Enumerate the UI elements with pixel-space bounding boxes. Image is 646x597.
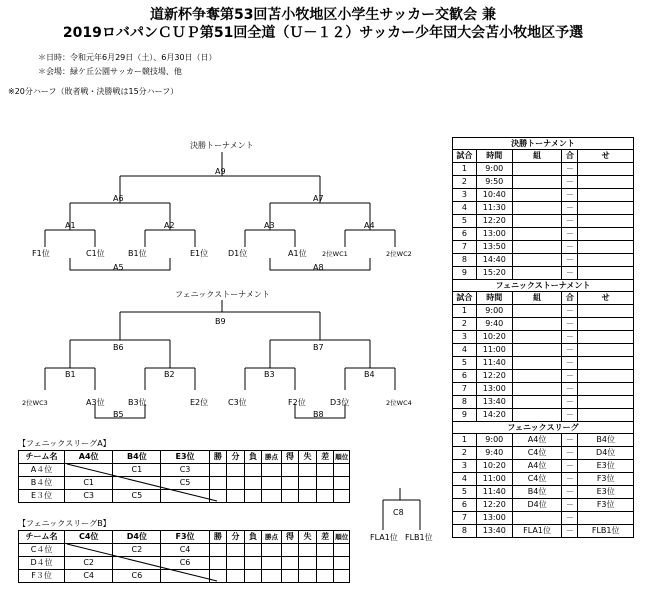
phoenix-bracket-title: フェニックストーナメント [175, 290, 270, 299]
schedule-cell: 2 [453, 176, 477, 189]
schedule-cell: － [562, 163, 578, 176]
schedule-cell: － [562, 176, 578, 189]
team-name: B４位 [19, 477, 65, 490]
schedule-cell: － [562, 447, 578, 460]
match-cell: C5 [113, 490, 161, 503]
schedule-cell: － [562, 331, 578, 344]
schedule-cell: 7 [453, 241, 477, 254]
schedule-cell [578, 318, 634, 331]
team-slot: C1位 [86, 249, 105, 258]
column-header: 合 [562, 292, 578, 305]
schedule-cell: － [562, 512, 578, 525]
schedule-cell [512, 370, 562, 383]
team-slot: 2位WC4 [386, 399, 412, 407]
schedule-cell [578, 396, 634, 409]
schedule-cell: － [562, 409, 578, 422]
schedule-cell: － [562, 370, 578, 383]
schedule-cell [578, 305, 634, 318]
schedule-cell: － [562, 215, 578, 228]
schedule-cell: 13:50 [476, 241, 512, 254]
match-B5: B5 [113, 410, 124, 419]
schedule-cell: 9:40 [476, 318, 512, 331]
team-slot: D3位 [330, 398, 350, 407]
column-header: 得 [281, 531, 299, 544]
match-B6: B6 [113, 343, 124, 352]
table-row [453, 202, 634, 215]
schedule-cell: 9:50 [476, 176, 512, 189]
team-slot: A3位 [86, 398, 105, 407]
column-header: チーム名 [19, 451, 65, 464]
schedule-cell: 5 [453, 357, 477, 370]
schedule-cell [578, 344, 634, 357]
team-name: E３位 [19, 490, 65, 503]
schedule-cell: 10:20 [476, 460, 512, 473]
match-A9: A9 [215, 167, 226, 176]
schedule-cell: 9:00 [476, 305, 512, 318]
match-cell: C4 [161, 544, 209, 557]
table-row [453, 357, 634, 370]
team-slot: 2位WC3 [22, 399, 48, 407]
title-line-1: 道新杯争奪第53回苫小牧地区小学生サッカー交歓会 兼 [149, 7, 497, 23]
column-header: 負 [244, 531, 262, 544]
table-row [453, 396, 634, 409]
schedule-cell [578, 202, 634, 215]
schedule-cell [578, 267, 634, 280]
schedule-cell [578, 189, 634, 202]
schedule-cell: C4位 [512, 447, 562, 460]
schedule-cell: D4位 [578, 447, 634, 460]
match-C8: C8 [393, 508, 404, 517]
schedule-cell: － [562, 525, 578, 538]
table-row [453, 499, 634, 512]
match-A3: A3 [264, 221, 275, 230]
schedule-cell [512, 176, 562, 189]
column-header: 勝点 [262, 531, 281, 544]
column-header: 失 [299, 451, 317, 464]
match-A7: A7 [313, 194, 324, 203]
match-cell: C6 [113, 570, 161, 583]
team-name: A４位 [19, 464, 65, 477]
schedule-cell [512, 409, 562, 422]
table-row [453, 473, 634, 486]
schedule-cell [512, 202, 562, 215]
event-venue: ＊会場：緑ケ丘公園サッカー競技場、他 [38, 67, 182, 76]
schedule-cell: 12:20 [476, 370, 512, 383]
column-header: せ [578, 150, 634, 163]
schedule-cell: 4 [453, 473, 477, 486]
table-row [453, 512, 634, 525]
team-slot: F1位 [32, 249, 50, 258]
schedule-cell: 4 [453, 202, 477, 215]
column-header: 差 [316, 451, 334, 464]
column-header: 時間 [476, 150, 512, 163]
schedule-cell: A4位 [512, 434, 562, 447]
match-A8: A8 [313, 263, 324, 272]
schedule-cell: 6 [453, 370, 477, 383]
schedule-cell: 13:00 [476, 383, 512, 396]
match-B4: B4 [364, 370, 375, 379]
team-slot: D1位 [228, 249, 248, 258]
schedule-cell [512, 512, 562, 525]
schedule-cell: 9:00 [476, 434, 512, 447]
schedule-cell: － [562, 305, 578, 318]
schedule-cell [578, 512, 634, 525]
match-cell: C2 [113, 544, 161, 557]
table-row [453, 305, 634, 318]
team-slot: FLA1位 [370, 533, 398, 542]
table-row [453, 228, 634, 241]
schedule-cell: － [562, 383, 578, 396]
schedule-cell [512, 241, 562, 254]
match-B7: B7 [313, 343, 324, 352]
table-row [453, 163, 634, 176]
team-slot: B1位 [128, 249, 147, 258]
schedule-cell: 14:40 [476, 254, 512, 267]
schedule-cell: 2 [453, 447, 477, 460]
schedule-cell [512, 396, 562, 409]
schedule-cell: 12:20 [476, 499, 512, 512]
schedule-cell [578, 383, 634, 396]
title-line-2: 2019ロバパンＣＵＰ第51回全道（Ｕ－１２）サッカー少年団大会苫小牧地区予選 [62, 25, 584, 41]
schedule-cell: 3 [453, 460, 477, 473]
match-duration-note: ※20分ハーフ（敗者戦・決勝戦は15分ハーフ） [8, 87, 179, 96]
schedule-cell [578, 176, 634, 189]
schedule-cell: 13:00 [476, 228, 512, 241]
schedule-cell: － [562, 460, 578, 473]
team-slot: 2位WC1 [322, 250, 348, 258]
team-slot: F2位 [288, 398, 306, 407]
match-cell: C6 [161, 557, 209, 570]
match-cell: C1 [65, 477, 113, 490]
schedule-cell: 9:00 [476, 163, 512, 176]
column-header: 分 [227, 451, 245, 464]
schedule-cell: － [562, 318, 578, 331]
table-row [453, 434, 634, 447]
schedule-cell: － [562, 254, 578, 267]
schedule-cell: E3位 [578, 460, 634, 473]
schedule-cell [512, 357, 562, 370]
match-B8: B8 [313, 410, 324, 419]
match-B9: B9 [215, 317, 226, 326]
schedule-cell [578, 215, 634, 228]
column-header: 差 [316, 531, 334, 544]
match-cell: C1 [113, 464, 161, 477]
schedule-cell: － [562, 344, 578, 357]
schedule-cell [512, 163, 562, 176]
column-header: 分 [227, 531, 245, 544]
schedule-cell: 9 [453, 409, 477, 422]
schedule-cell [578, 409, 634, 422]
schedule-cell: FLA1位 [512, 525, 562, 538]
schedule-cell: 5 [453, 215, 477, 228]
column-header: 失 [299, 531, 317, 544]
schedule-cell: 5 [453, 486, 477, 499]
match-A4: A4 [364, 221, 375, 230]
table-row [453, 176, 634, 189]
schedule-cell: 13:40 [476, 525, 512, 538]
schedule-cell [578, 331, 634, 344]
column-header: 勝 [209, 451, 227, 464]
schedule-cell: 1 [453, 305, 477, 318]
schedule-cell: 12:20 [476, 215, 512, 228]
table-row [453, 383, 634, 396]
table-row [453, 409, 634, 422]
table-row [453, 486, 634, 499]
schedule-cell [512, 344, 562, 357]
column-header: 負 [244, 451, 262, 464]
team-name: F３位 [19, 570, 65, 583]
schedule-cell: E3位 [578, 486, 634, 499]
league-a-title: 【フェニックスリーグA】 [18, 439, 111, 448]
column-header: F3位 [161, 531, 209, 544]
schedule-cell: － [562, 357, 578, 370]
schedule-cell: 10:20 [476, 331, 512, 344]
schedule-cell: B4位 [512, 486, 562, 499]
match-cell: C2 [65, 557, 113, 570]
schedule-cell: 8 [453, 396, 477, 409]
column-header: チーム名 [19, 531, 65, 544]
schedule-cell: 13:00 [476, 512, 512, 525]
schedule-cell: A4位 [512, 460, 562, 473]
schedule-cell: 6 [453, 228, 477, 241]
table-row [453, 331, 634, 344]
schedule-cell: 11:40 [476, 486, 512, 499]
schedule-cell [512, 331, 562, 344]
team-slot: FLB1位 [405, 533, 433, 542]
schedule-cell: 14:20 [476, 409, 512, 422]
schedule-cell: － [562, 189, 578, 202]
match-cell: C4 [65, 570, 113, 583]
schedule-cell: 11:30 [476, 202, 512, 215]
schedule-cell [578, 357, 634, 370]
table-row [453, 447, 634, 460]
schedule-table [452, 137, 634, 538]
column-header: 順位 [334, 531, 350, 544]
column-header: せ [578, 292, 634, 305]
schedule-cell: F3位 [578, 499, 634, 512]
column-header: B4位 [113, 451, 161, 464]
schedule-section-title: フェニックストーナメント [453, 280, 634, 292]
schedule-cell [512, 318, 562, 331]
schedule-cell: 7 [453, 512, 477, 525]
schedule-cell: 1 [453, 163, 477, 176]
table-row [453, 215, 634, 228]
schedule-cell: 9:40 [476, 447, 512, 460]
column-header: E3位 [161, 451, 209, 464]
schedule-cell [512, 254, 562, 267]
schedule-cell [578, 163, 634, 176]
column-header: 試合 [453, 150, 477, 163]
table-row [453, 318, 634, 331]
schedule-cell [578, 254, 634, 267]
schedule-cell: 9 [453, 267, 477, 280]
final-bracket-title: 決勝トーナメント [190, 141, 254, 150]
schedule-cell: FLB1位 [578, 525, 634, 538]
schedule-cell [578, 241, 634, 254]
league-b-title: 【フェニックスリーグB】 [18, 519, 111, 528]
schedule-cell: D4位 [512, 499, 562, 512]
event-date: ＊日時：令和元年6月29日（土）、6月30日（日） [38, 53, 217, 62]
schedule-cell: 4 [453, 344, 477, 357]
table-row [453, 189, 634, 202]
schedule-cell: 3 [453, 189, 477, 202]
schedule-cell: 8 [453, 254, 477, 267]
table-row [453, 267, 634, 280]
column-header: 順位 [334, 451, 350, 464]
schedule-cell: 11:00 [476, 473, 512, 486]
schedule-cell: － [562, 396, 578, 409]
schedule-cell: － [562, 473, 578, 486]
schedule-cell: － [562, 434, 578, 447]
schedule-cell: － [562, 267, 578, 280]
schedule-cell: － [562, 486, 578, 499]
column-header: A4位 [65, 451, 113, 464]
schedule-cell: 1 [453, 434, 477, 447]
schedule-cell [512, 228, 562, 241]
schedule-cell: 3 [453, 331, 477, 344]
match-cell: C3 [161, 464, 209, 477]
match-B1: B1 [65, 370, 76, 379]
match-A2: A2 [164, 221, 175, 230]
schedule-cell [512, 383, 562, 396]
column-header: 得 [281, 451, 299, 464]
match-A6: A6 [113, 194, 124, 203]
team-slot: B3位 [128, 398, 147, 407]
schedule-cell [578, 370, 634, 383]
schedule-cell: B4位 [578, 434, 634, 447]
schedule-section-title: 決勝トーナメント [453, 138, 634, 150]
team-slot: E2位 [190, 398, 209, 407]
team-slot: 2位WC2 [386, 250, 412, 258]
column-header: D4位 [113, 531, 161, 544]
column-header: 合 [562, 150, 578, 163]
match-B3: B3 [264, 370, 275, 379]
schedule-cell: － [562, 499, 578, 512]
match-cell: C3 [65, 490, 113, 503]
schedule-cell [578, 228, 634, 241]
column-header: 勝点 [262, 451, 281, 464]
team-slot: C3位 [228, 398, 247, 407]
table-row [453, 254, 634, 267]
schedule-cell: － [562, 228, 578, 241]
match-A1: A1 [65, 221, 76, 230]
schedule-cell [512, 215, 562, 228]
schedule-cell: 13:40 [476, 396, 512, 409]
schedule-section-title: フェニックスリーグ [453, 422, 634, 434]
match-cell: C5 [161, 477, 209, 490]
schedule-cell: 6 [453, 499, 477, 512]
table-row [453, 344, 634, 357]
schedule-cell: 7 [453, 383, 477, 396]
schedule-cell: － [562, 202, 578, 215]
table-row [453, 241, 634, 254]
team-name: D４位 [19, 557, 65, 570]
column-header: 勝 [209, 531, 227, 544]
schedule-cell [512, 189, 562, 202]
team-slot: A1位 [288, 249, 307, 258]
schedule-cell [512, 305, 562, 318]
schedule-cell: 10:40 [476, 189, 512, 202]
column-header: 組 [512, 292, 562, 305]
table-row [453, 370, 634, 383]
schedule-cell: 11:00 [476, 344, 512, 357]
schedule-cell: F3位 [578, 473, 634, 486]
schedule-cell: 2 [453, 318, 477, 331]
schedule-cell: 15:20 [476, 267, 512, 280]
schedule-cell: C4位 [512, 473, 562, 486]
match-B2: B2 [164, 370, 175, 379]
match-A5: A5 [113, 263, 124, 272]
table-row [453, 460, 634, 473]
team-slot: E1位 [190, 249, 209, 258]
column-header: 時間 [476, 292, 512, 305]
column-header: 組 [512, 150, 562, 163]
column-header: C4位 [65, 531, 113, 544]
schedule-cell: 8 [453, 525, 477, 538]
schedule-cell [512, 267, 562, 280]
table-row [453, 525, 634, 538]
schedule-cell: 11:40 [476, 357, 512, 370]
column-header: 試合 [453, 292, 477, 305]
schedule-cell: － [562, 241, 578, 254]
team-name: C４位 [19, 544, 65, 557]
